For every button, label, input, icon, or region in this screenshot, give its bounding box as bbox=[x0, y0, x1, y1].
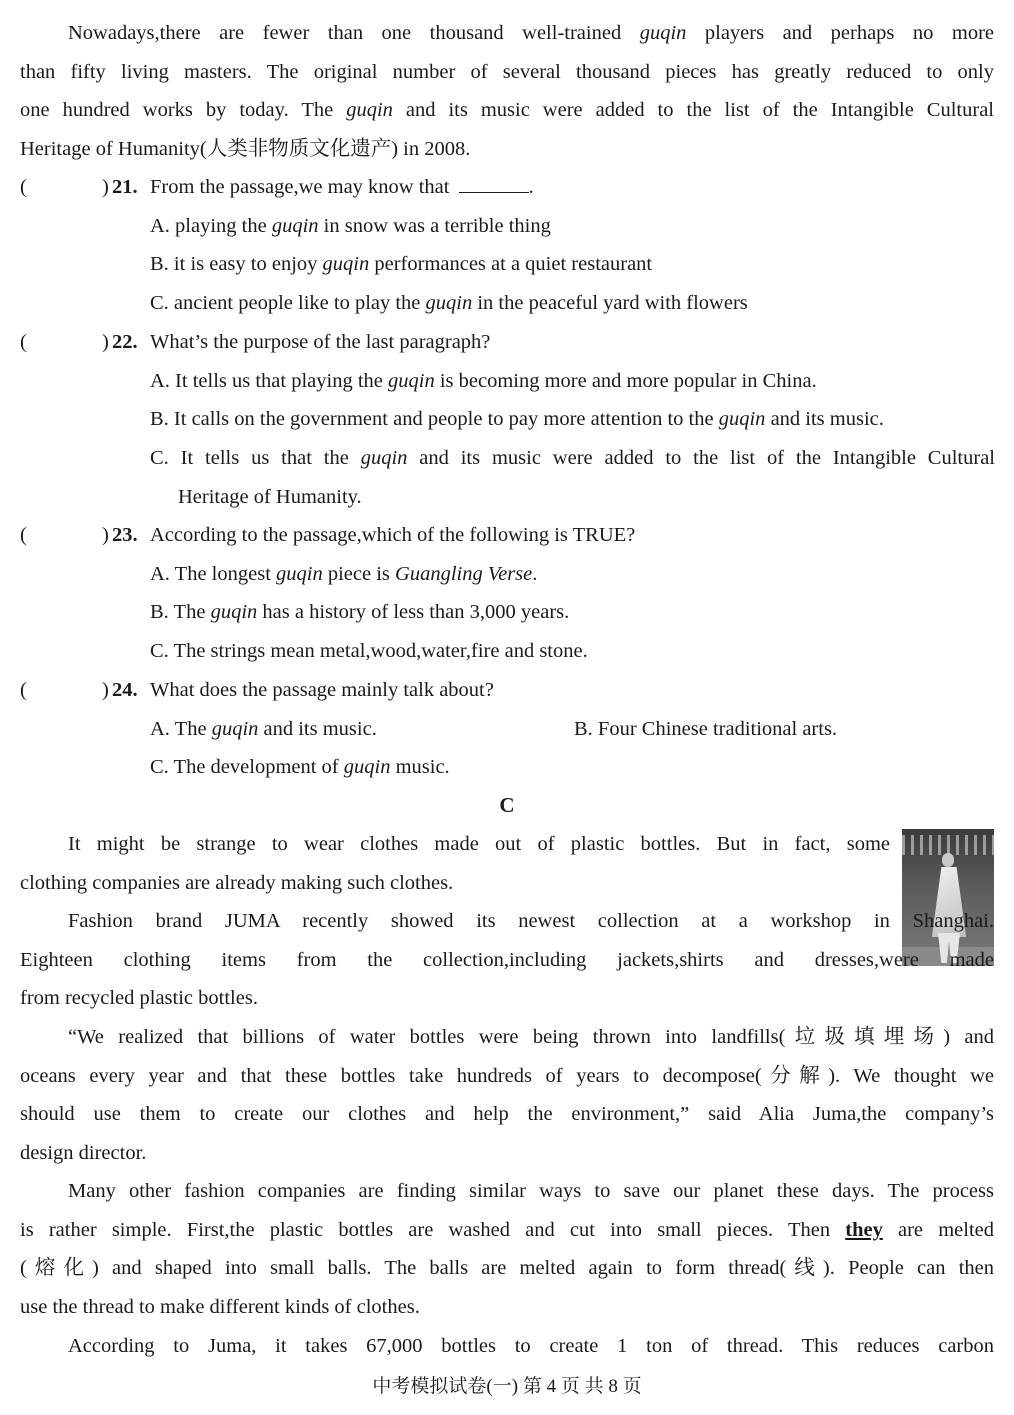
italic-term: guqin bbox=[322, 253, 370, 276]
para4-line-1: Many other fashion companies are finding similar ways to save our planet these days. The process bbox=[68, 1180, 994, 1202]
option-b: B. The guqin has a history of less than 3,000 years. bbox=[150, 601, 570, 624]
text-line: oceans every year and that these bottles take hundreds of years to decompose(分解). We thought we bbox=[20, 1064, 994, 1087]
answer-paren-left: ( bbox=[20, 679, 27, 701]
option-a: A. It tells us that playing the guqin is becoming more and more popular in China. bbox=[150, 369, 817, 392]
question-row bbox=[20, 323, 994, 362]
text-line: Heritage of Humanity(人类非物质文化遗产) in 2008. bbox=[20, 138, 471, 161]
option-a: A. playing the guqin in snow was a terrible thing bbox=[150, 214, 551, 237]
text-line: It might be strange to wear clothes made out of plastic bottles. But in fact, some bbox=[68, 833, 890, 855]
question-stem: From the passage,we may know that . bbox=[150, 176, 534, 198]
option-a: A. The longest guqin piece is Guangling Verse. bbox=[150, 562, 538, 585]
text-line: one hundred works by today. The guqin and its music were added to the list of the Intangible Cultural bbox=[20, 99, 994, 122]
question-number: 22. bbox=[112, 331, 138, 353]
option-b: B. Four Chinese traditional arts. bbox=[574, 717, 838, 740]
text-line: from recycled plastic bottles. bbox=[20, 987, 258, 1010]
answer-paren-right: ) bbox=[102, 524, 109, 546]
text-line: should use them to create our clothes and help the environment,” said Alia Juma,the company’s bbox=[20, 1103, 994, 1126]
italic-term: guqin bbox=[360, 447, 408, 470]
option-line: C. It tells us that the guqin and its music were added to the list of the Intangible Cultural bbox=[150, 447, 995, 470]
question-number: 24. bbox=[112, 679, 138, 701]
answer-paren-right: ) bbox=[102, 679, 109, 701]
text-line: clothing companies are already making such clothes. bbox=[20, 871, 454, 894]
question-row bbox=[20, 168, 994, 207]
italic-term: guqin bbox=[718, 408, 766, 431]
para4-line-4: use the thread to make different kinds of clothes. bbox=[20, 1296, 420, 1319]
italic-term: guqin bbox=[346, 99, 393, 122]
question-number: 23. bbox=[112, 524, 138, 546]
page-footer: 中考模拟试卷(一) 第 4 页 共 8 页 bbox=[372, 1376, 642, 1397]
italic-term: guqin bbox=[425, 292, 473, 315]
text-line: “We realized that billions of water bottles were being thrown into landfills(垃圾填埋场) and bbox=[68, 1026, 994, 1048]
question-row bbox=[20, 516, 994, 555]
option-c: C. ancient people like to play the guqin in the peaceful yard with flowers bbox=[150, 292, 748, 315]
section-c-paragraph-2 bbox=[20, 902, 994, 1018]
option-line-continued: Heritage of Humanity. bbox=[178, 485, 362, 508]
italic-term: guqin bbox=[388, 369, 435, 392]
option-b: B. it is easy to enjoy guqin performances at a quiet restaurant bbox=[150, 253, 653, 276]
answer-blank bbox=[459, 174, 529, 193]
option-b: B. It calls on the government and people to pay more attention to the guqin and its music. bbox=[150, 408, 884, 431]
section-c-paragraph-3 bbox=[20, 1018, 994, 1173]
question-stem: What does the passage mainly talk about? bbox=[150, 679, 494, 701]
italic-term: guqin bbox=[211, 717, 259, 740]
answer-paren-right: ) bbox=[102, 176, 109, 198]
italic-term: guqin bbox=[276, 562, 323, 585]
text-line: design director. bbox=[20, 1142, 147, 1165]
underlined-word: they bbox=[845, 1218, 883, 1241]
option-c: C. The strings mean metal,wood,water,fire and stone. bbox=[150, 640, 588, 663]
question-stem: What’s the purpose of the last paragraph? bbox=[150, 331, 491, 353]
italic-term: guqin bbox=[271, 214, 319, 237]
option-a: A. The guqin and its music. bbox=[150, 717, 377, 740]
section-c-paragraph-1 bbox=[20, 825, 890, 902]
text-line: Fashion brand JUMA recently showed its newest collection at a workshop in Shanghai. bbox=[68, 910, 994, 932]
section-title: C bbox=[499, 793, 515, 817]
para4-line-3: (熔化) and shaped into small balls. The balls are melted again to form thread(线). People can then bbox=[20, 1257, 994, 1280]
italic-term: guqin bbox=[639, 22, 687, 44]
text-line: than fifty living masters. The original number of several thousand pieces has greatly reduced to only bbox=[20, 60, 994, 83]
italic-term: guqin bbox=[343, 756, 391, 779]
option-c bbox=[150, 439, 995, 516]
text-line: Nowadays,there are fewer than one thousand well-trained guqin players and perhaps no more bbox=[68, 22, 995, 44]
text-line: Eighteen clothing items from the collection,including jackets,shirts and dresses,were made bbox=[20, 948, 994, 971]
answer-paren-right: ) bbox=[102, 331, 109, 353]
question-row bbox=[20, 671, 994, 710]
section-c-paragraph-4 bbox=[20, 1172, 994, 1327]
question-number: 21. bbox=[112, 176, 138, 198]
intro-paragraph bbox=[20, 14, 994, 169]
italic-term: Guangling Verse bbox=[395, 562, 533, 585]
answer-paren-left: ( bbox=[20, 176, 27, 198]
italic-term: guqin bbox=[210, 601, 258, 624]
question-stem: According to the passage,which of the following is TRUE? bbox=[150, 524, 636, 546]
para4-line-2: is rather simple. First,the plastic bottles are washed and cut into small pieces. Then they are melted bbox=[20, 1218, 994, 1241]
answer-paren-left: ( bbox=[20, 331, 27, 353]
option-c: C. The development of guqin music. bbox=[150, 756, 450, 779]
section-c-paragraph-5: According to Juma, it takes 67,000 bottles to create 1 ton of thread. This reduces carbon bbox=[68, 1335, 994, 1357]
answer-paren-left: ( bbox=[20, 524, 27, 546]
